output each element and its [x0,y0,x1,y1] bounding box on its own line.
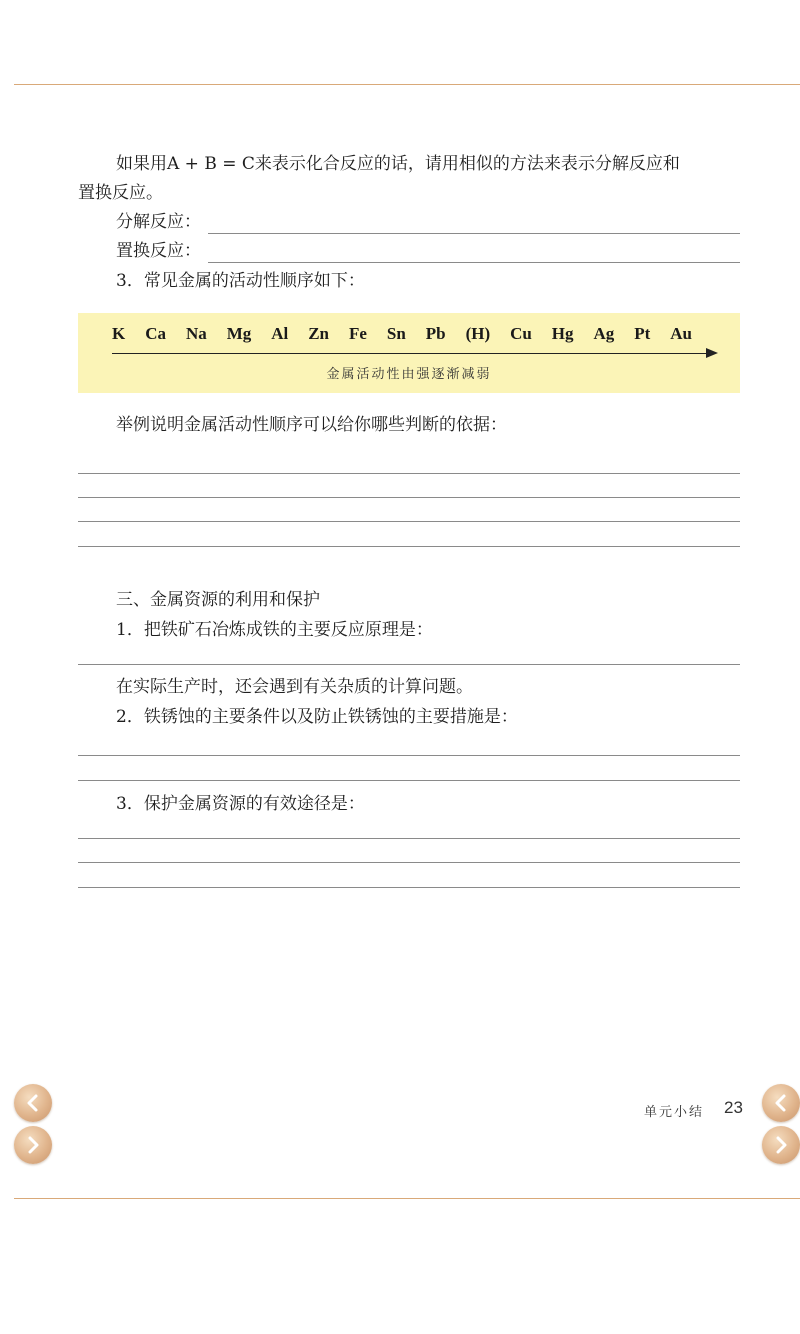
activity-arrow-line [112,353,708,354]
question-1: 1．把铁矿石冶炼成铁的主要反应原理是： [116,620,433,640]
example-answer-line[interactable] [78,546,740,547]
q1-answer-line[interactable] [78,664,740,665]
q2-answer-line[interactable] [78,755,740,756]
replacement-label: 置换反应： [116,241,201,261]
metal-symbol: Zn [308,324,329,343]
metal-list [112,324,692,344]
metal-symbol: Ca [145,324,166,343]
metal-symbol: Sn [386,324,406,343]
metal-symbol: Pb [425,324,446,343]
impurity-note: 在实际生产时，还会遇到有关杂质的计算问题。 [116,677,473,697]
question-3: 3．保护金属资源的有效途径是： [116,794,365,814]
q2-answer-line[interactable] [78,780,740,781]
example-prompt: 举例说明金属活动性顺序可以给你哪些判断的依据： [116,415,507,435]
metal-symbol: Fe [348,324,367,343]
example-answer-line[interactable] [78,473,740,474]
metal-symbol: Pt [634,324,651,343]
metal-symbol: Hg [551,324,574,343]
next-page-button[interactable] [762,1126,800,1164]
metal-symbol: Na [185,324,207,343]
metal-symbol: Al [271,324,289,343]
chevron-left-icon [771,1093,791,1113]
prev-page-button[interactable] [14,1084,52,1122]
q3-answer-line[interactable] [78,887,740,888]
q3-answer-line[interactable] [78,838,740,839]
bottom-rule [14,1198,800,1199]
page-number: 23 [724,1098,743,1117]
example-answer-line[interactable] [78,497,740,498]
chevron-right-icon [23,1135,43,1155]
q3-answer-line[interactable] [78,862,740,863]
example-answer-line[interactable] [78,521,740,522]
section-3-title: 三、金属资源的利用和保护 [116,590,320,610]
decomposition-label: 分解反应： [116,212,201,232]
intro-line-2: 置换反应。 [78,183,163,203]
prev-page-button[interactable] [762,1084,800,1122]
activity-series-caption: 金属活动性由强逐渐减弱 [326,367,492,382]
chevron-left-icon [23,1093,43,1113]
activity-series-title: 3．常见金属的活动性顺序如下： [116,271,365,291]
metal-symbol: Ag [593,324,615,343]
replacement-answer-line[interactable] [208,262,740,263]
metal-symbol: Mg [226,324,252,343]
chevron-right-icon [771,1135,791,1155]
intro-line-1: 如果用A + B = C来表示化合反应的话，请用相似的方法来表示分解反应和 [116,154,680,174]
metal-symbol: (H) [465,324,491,343]
footer-section-label: 单元小结 [644,1105,705,1120]
metal-symbol: K [112,324,126,343]
next-page-button[interactable] [14,1126,52,1164]
top-rule [14,84,800,85]
metal-symbol: Au [670,324,692,343]
metal-symbol: Cu [510,324,532,343]
arrow-right-icon [706,348,718,358]
question-2: 2．铁锈蚀的主要条件以及防止铁锈蚀的主要措施是： [116,707,518,727]
decomposition-answer-line[interactable] [208,233,740,234]
